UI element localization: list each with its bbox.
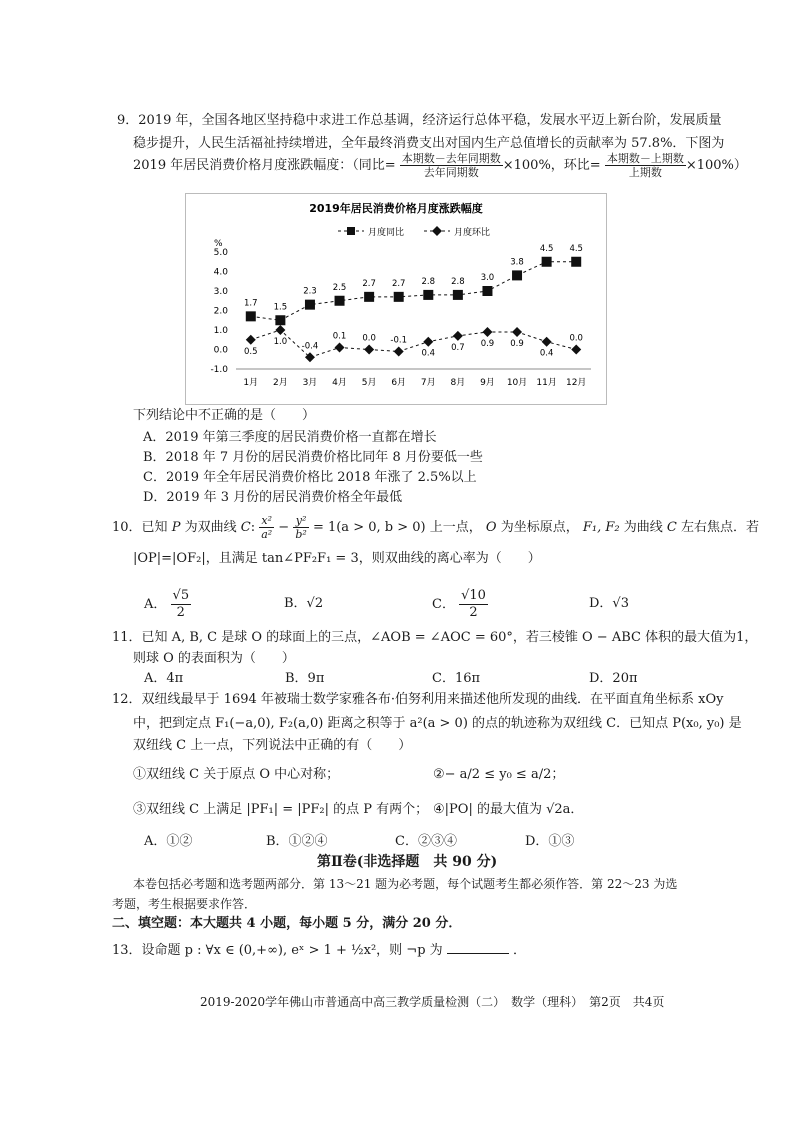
q12-statement-2: ②− a/2 ≤ y₀ ≤ a/2；: [433, 767, 565, 782]
legend-marker-yoy: [347, 227, 355, 235]
q9-stem: 下列结论中不正确的是（ ）: [133, 408, 316, 423]
q12-option-c[interactable]: C．②③④: [395, 834, 457, 849]
q10-option-c-label: C．: [432, 597, 455, 612]
point-mom: [364, 345, 374, 355]
data-label-mom: 0.7: [451, 342, 465, 353]
y-tick-label: 1.0: [213, 326, 228, 336]
q12-line3: 双纽线 C 上一点，下列说法中正确的有（ ）: [133, 738, 412, 753]
point-mom: [394, 346, 404, 356]
q10-option-c-num: √10: [461, 588, 486, 603]
data-label-mom: 0.0: [569, 333, 583, 344]
q13-text: 13．设命题 p : ∀x ∈ (0,+∞), eˣ > 1 + ½x²，则 ¬p 为: [112, 943, 443, 958]
q10-curve-c: C: [240, 520, 251, 535]
data-label-yoy: 2.8: [421, 276, 436, 287]
section2-title: 第Ⅱ卷(非选择题 共 90 分): [317, 854, 498, 870]
point-yoy: [394, 292, 404, 302]
point-mom: [542, 337, 552, 347]
q10-text-e: 为曲线: [623, 520, 663, 535]
q12-statement-1: ①双纽线 C 关于原点 O 中心对称；: [133, 767, 340, 782]
point-yoy: [482, 286, 492, 296]
q10-origin: O: [485, 520, 497, 535]
data-label-yoy: 2.7: [391, 278, 406, 289]
q10-point-p: P: [171, 520, 181, 535]
legend-marker-mom: [432, 226, 442, 236]
cpi-chart-svg: [186, 194, 606, 404]
data-label-yoy: 2.5: [332, 282, 347, 293]
q10-eq: = 1(a > 0, b > 0): [312, 520, 426, 535]
q10-text-b: 为双曲线: [184, 520, 237, 535]
data-label-yoy: 2.7: [362, 278, 376, 289]
y-axis-unit: %: [214, 239, 223, 249]
data-label-yoy: 4.5: [569, 243, 583, 254]
data-label-yoy: 2.8: [451, 276, 465, 287]
legend-label-yoy: 月度同比: [368, 228, 405, 238]
x-tick-label: 2月: [273, 378, 288, 388]
q12-line2: 中，把到定点 F₁(−a,0), F₂(a,0) 距离之积等于 a²(a > 0) 的点的轨迹称为双纽线 C．已知点 P(x₀, y₀) 是: [133, 716, 742, 731]
q12-statement-3: ③双纽线 C 上满足 |PF₁| = |PF₂| 的点 P 有两个；: [133, 802, 429, 817]
q10-option-a-num: √5: [172, 588, 190, 603]
q11-line2: 则球 O 的表面积为（ ）: [133, 651, 295, 666]
data-label-mom: 0.0: [362, 333, 376, 344]
q10-line1: 10．已知 P 为双曲线 C: $\frac{\text{x²}}{\text{a²}}$ − $\frac{\text{y²}}{\text{b²}}$ = 1(a > 0, b > 0) 上一点， O 为坐标原点， F₁, F₂ 为曲线 C 左右焦点．若: [112, 514, 759, 541]
q11-option-d[interactable]: D．20π: [589, 671, 638, 686]
point-mom: [482, 327, 492, 337]
x-tick-label: 1月: [243, 378, 259, 388]
q13-end: ．: [512, 943, 526, 958]
q12-option-a[interactable]: A．①②: [144, 834, 193, 849]
data-label-mom: 1.0: [273, 337, 288, 347]
q11-option-a[interactable]: A．4π: [144, 671, 184, 686]
x-tick-label: 11月: [536, 378, 557, 388]
yoy-numerator: 本期数－去年同期数: [401, 152, 501, 165]
q13-answer-blank[interactable]: [447, 941, 509, 954]
x-tick-label: 7月: [420, 378, 436, 388]
q10-foci: F₁, F₂: [582, 520, 620, 535]
mom-fraction: [605, 152, 686, 179]
q11-option-c[interactable]: C．16π: [432, 671, 481, 686]
q10-option-a-frac: [171, 588, 192, 621]
point-mom: [571, 345, 581, 355]
data-label-mom: 0.4: [539, 348, 554, 359]
q9-line3-suffix: ×100%）: [685, 158, 747, 173]
q9-option-c[interactable]: C．2019 年全年居民消费价格比 2018 年涨了 2.5%以上: [143, 470, 477, 485]
q9-line3: [133, 152, 747, 179]
point-yoy: [364, 292, 374, 302]
y-tick-label: -1.0: [210, 365, 228, 375]
fill-blank-title: 二、填空题：本大题共 4 小题，每小题 5 分，满分 20 分．: [112, 916, 462, 931]
q9-option-b[interactable]: B．2018 年 7 月份的居民消费价格比同年 8 月份要低一些: [143, 450, 483, 465]
x-tick-label: 5月: [361, 378, 377, 388]
x-tick-label: 4月: [332, 378, 347, 388]
data-label-yoy: 1.5: [273, 302, 288, 313]
q10-text-f: 左右焦点．若: [680, 520, 759, 535]
data-label-mom: 0.5: [244, 346, 258, 357]
data-label-yoy: 1.7: [244, 298, 258, 309]
y-tick-label: 3.0: [213, 287, 228, 297]
point-mom: [246, 335, 256, 345]
point-mom: [512, 327, 522, 337]
q11-option-b[interactable]: B．9π: [285, 671, 325, 686]
q10-option-a-label: A．: [144, 597, 167, 612]
q9-option-d[interactable]: D．2019 年 3 月份的居民消费价格全年最低: [143, 490, 403, 505]
q10-line2: |OP|=|OF₂|，且满足 tan∠PF₂F₁ = 3，则双曲线的离心率为（ ）: [133, 551, 541, 566]
x-tick-label: 12月: [565, 378, 587, 388]
point-yoy: [512, 270, 522, 280]
y-tick-label: 0.0: [213, 345, 228, 356]
y-tick-label: 4.0: [213, 267, 228, 278]
data-label-yoy: 4.5: [539, 243, 554, 254]
q10-option-c-frac: [459, 588, 488, 621]
page-footer: 2019-2020学年佛山市普通高中高三教学质量检测（二） 数学（理科） 第2页 共4页: [200, 995, 665, 1009]
section2-note-line2: 考题，考生根据要求作答．: [112, 897, 257, 911]
x-tick-label: 8月: [450, 378, 466, 388]
q10-text-d: 为坐标原点，: [500, 520, 579, 535]
yoy-fraction: [400, 152, 503, 179]
q9-option-a[interactable]: A．2019 年第三季度的居民消费价格一直都在增长: [143, 430, 437, 445]
mom-numerator: 本期数－上期数: [606, 152, 684, 165]
q10-option-a[interactable]: [144, 588, 191, 621]
q12-statement-4: ④|PO| 的最大值为 √2a．: [433, 802, 584, 817]
point-yoy: [335, 296, 345, 306]
q9-line1: 9．2019 年，全国各地区坚持稳中求进工作总基调，经济运行总体平稳，发展水平迈上新台阶，发展质量: [117, 113, 722, 128]
point-mom: [423, 337, 433, 347]
q12-line1: 12．双纽线最早于 1694 年被瑞士数学家雅各布·伯努利用来描述他所发现的曲线．在平面直角坐标系 xOy: [112, 692, 724, 707]
mom-denominator: 上期数: [628, 166, 662, 179]
q10-option-c-den: 2: [469, 605, 478, 620]
x-tick-label: 6月: [391, 378, 407, 388]
q10-option-c[interactable]: [432, 588, 488, 621]
y-tick-label: 5.0: [213, 248, 228, 258]
q10-text-c: 上一点，: [429, 520, 482, 535]
q11-line1: 11．已知 A, B, C 是球 O 的球面上的三点，∠AOB = ∠AOC = 60°，若三棱锥 O − ABC 体积的最大值为1，: [112, 630, 758, 645]
data-label-yoy: 3.8: [510, 257, 524, 268]
q9-line2: 稳步提升，人民生活福祉持续增进，全年最终消费支出对国内生产总值增长的贡献率为 57.8%．下图为: [133, 136, 725, 151]
point-yoy: [453, 290, 463, 300]
q10-text-a: 10．已知: [112, 520, 168, 535]
x-tick-label: 10月: [506, 378, 528, 388]
point-yoy: [246, 311, 256, 321]
q10-curve-c2: C: [666, 520, 677, 535]
point-yoy: [305, 300, 315, 310]
point-mom: [453, 331, 463, 341]
chart-title: 2019年居民消费价格月度涨跌幅度: [309, 202, 483, 215]
data-label-mom: -0.4: [301, 341, 319, 352]
x-tick-label: 3月: [302, 378, 318, 388]
data-label-mom: -0.1: [390, 335, 408, 346]
section2-note-line1: 本卷包括必考题和选考题两部分．第 13～21 题为必考题，每个试题考生都必须作答．第 22～23 为选: [133, 877, 678, 891]
q9-line3-prefix: 2019 年居民消费价格月度涨跌幅度：（同比=: [133, 158, 396, 173]
point-yoy: [542, 257, 552, 267]
point-yoy: [423, 290, 433, 300]
legend-label-mom: 月度环比: [454, 228, 491, 238]
series-line-mom: [251, 330, 576, 357]
q10-option-d[interactable]: D．√3: [589, 596, 629, 611]
data-label-mom: 0.9: [510, 338, 524, 349]
yoy-denominator: 去年同期数: [423, 166, 479, 179]
q10-option-b[interactable]: B．√2: [284, 596, 324, 611]
y-tick-label: 2.0: [213, 306, 228, 317]
data-label-mom: 0.4: [421, 348, 436, 359]
q9-line3-mid: ×100%，环比=: [502, 158, 601, 173]
series-line-yoy: [251, 262, 576, 321]
point-yoy: [275, 315, 285, 325]
x-tick-label: 9月: [480, 378, 495, 388]
point-yoy: [571, 257, 581, 267]
data-label-mom: 0.9: [480, 338, 495, 349]
data-label-yoy: 2.3: [303, 286, 317, 297]
point-mom: [335, 343, 345, 353]
q13: [112, 940, 526, 962]
data-label-yoy: 3.0: [480, 273, 495, 283]
data-label-mom: 0.1: [332, 331, 347, 342]
q10-y-frac: $\frac{\text{y²}}{\text{b²}}$: [295, 514, 307, 541]
q12-option-b[interactable]: B．①②④: [266, 834, 328, 849]
cpi-chart: [185, 193, 607, 405]
q10-option-a-den: 2: [176, 605, 185, 620]
q12-option-d[interactable]: D．①③: [525, 834, 575, 849]
q10-x-frac: $\frac{\text{x²}}{\text{a²}}$: [261, 514, 273, 541]
